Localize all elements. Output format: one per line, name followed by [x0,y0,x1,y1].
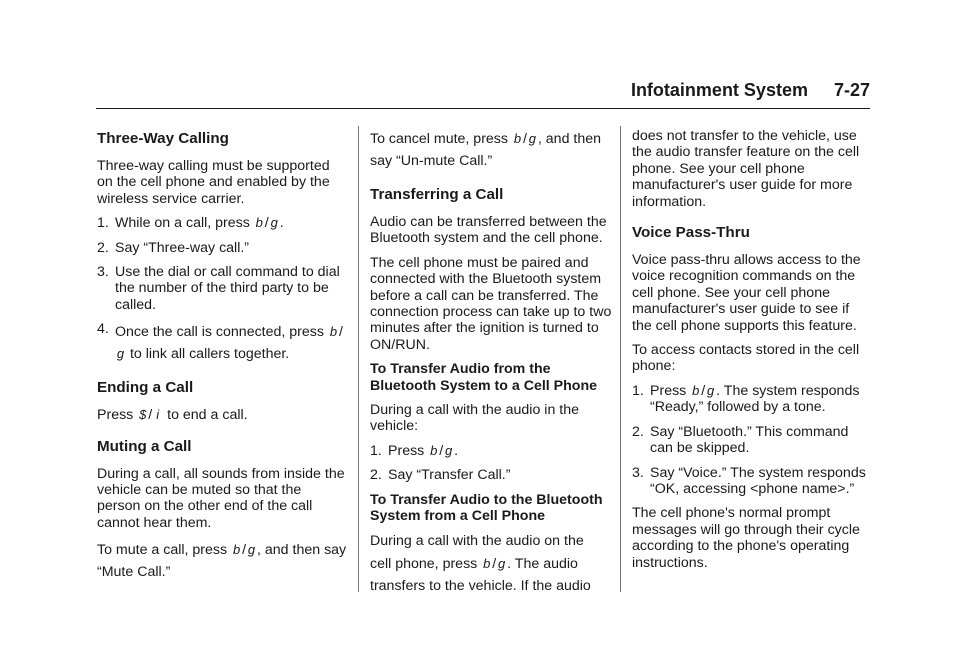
heading-ending-a-call: Ending a Call [97,379,194,397]
column-1 [97,126,347,591]
phone-icon: g [707,382,715,398]
page-number: 7-27 [833,80,870,100]
end-call-alt-icon: i [156,407,160,423]
list-item: 2. Say “Transfer Call.” [370,467,511,484]
list-item: 1. Press b / g . The system responds “Ready,” followed by a tone. [632,382,860,416]
list-item: 1. Press b / g . [370,442,459,459]
talk-icon: b [430,442,438,458]
list-item: 1. While on a call, press b / g . [97,215,284,232]
talk-icon: b [513,131,522,146]
paragraph: During a call with the audio in the vehicle: [370,402,579,435]
heading-transferring-a-call: Transferring a Call [370,186,504,203]
paragraph: During a call with the audio on the [370,532,584,549]
column-divider [358,126,359,592]
talk-icon: b [483,555,491,571]
paragraph: To access contacts stored in the cell phone: [632,342,860,375]
list-item: 3. Say “Voice.” The system responds “OK, accessing <phone name>.” [632,464,866,497]
mute-icon: g [247,542,256,558]
list-item: 2. Say “Bluetooth.” This command can be skipped. [632,423,849,457]
paragraph: The cell phone's normal prompt messages will go through their cycle according to the phone's operating instructions. [632,505,860,571]
paragraph: Voice pass-thru allows access to the voice recognition commands on the cell phone. See your cell phone manufacturer's user guide to see if the cell phone supports this feature. [632,252,861,334]
section-title: Infotainment System [630,80,808,100]
column-2 [370,128,620,605]
column-divider [620,126,621,592]
talk-icon: b [255,215,263,231]
paragraph: During a call, all sounds from inside the vehicle can be muted so that the person on the other end of the call cannot hear them. [97,465,345,531]
paragraph: To cancel mute, press b / g , and then say “Un-mute Call.” [370,128,620,172]
heading-muting-a-call: Muting a Call [97,437,192,455]
phone-icon: g [445,442,453,458]
paragraph: Three-way calling must be supported on the cell phone and enabled by the wireless service carrier. [97,158,330,207]
talk-icon: b [232,542,241,558]
steps-list [632,383,872,497]
list-item: 2. Say “Three-way call.” [97,239,250,256]
page-header [618,80,870,108]
list-item: 4. Once the call is connected, press b /g to link all callers together. [97,321,347,365]
column-3 [632,128,872,579]
heading-three-way-calling: Three-Way Calling [97,130,229,147]
header-rule [96,108,870,109]
phone-icon: g [270,215,278,231]
list-item: 3. Use the dial or call command to dial the number of the third party to be called. [97,264,340,313]
talk-icon: b [329,324,338,340]
mute-icon: g [528,131,537,146]
paragraph: cell phone, press b / g . The audio transfers to the vehicle. If the audio [370,553,620,597]
heading-voice-pass-thru: Voice Pass-Thru [632,224,750,242]
paragraph: The cell phone must be paired and connected with the Bluetooth system before a call can be transferred. The connection process can take up to two minutes after the ignition is turned to ON/RUN. [370,254,612,353]
paragraph: Press $ / i to end a call. [97,407,248,424]
paragraph: Audio can be transferred between the Bluetooth system and the cell phone. [370,214,607,247]
steps-list [97,215,347,365]
steps-list [370,443,620,484]
paragraph: does not transfer to the vehicle, use the audio transfer feature on the cell phone. See your cell phone manufacturer's user guide for more information. [632,128,860,210]
phone-icon: g [116,346,125,362]
subheading: To Transfer Audio to the Bluetooth System from a Cell Phone [370,491,603,525]
paragraph: To mute a call, press b / g , and then say “Mute Call.” [97,539,347,583]
talk-icon: b [692,382,700,398]
end-call-icon: $ [139,407,147,423]
subheading: To Transfer Audio from the Bluetooth System to a Cell Phone [370,361,598,394]
phone-icon: g [498,555,506,571]
